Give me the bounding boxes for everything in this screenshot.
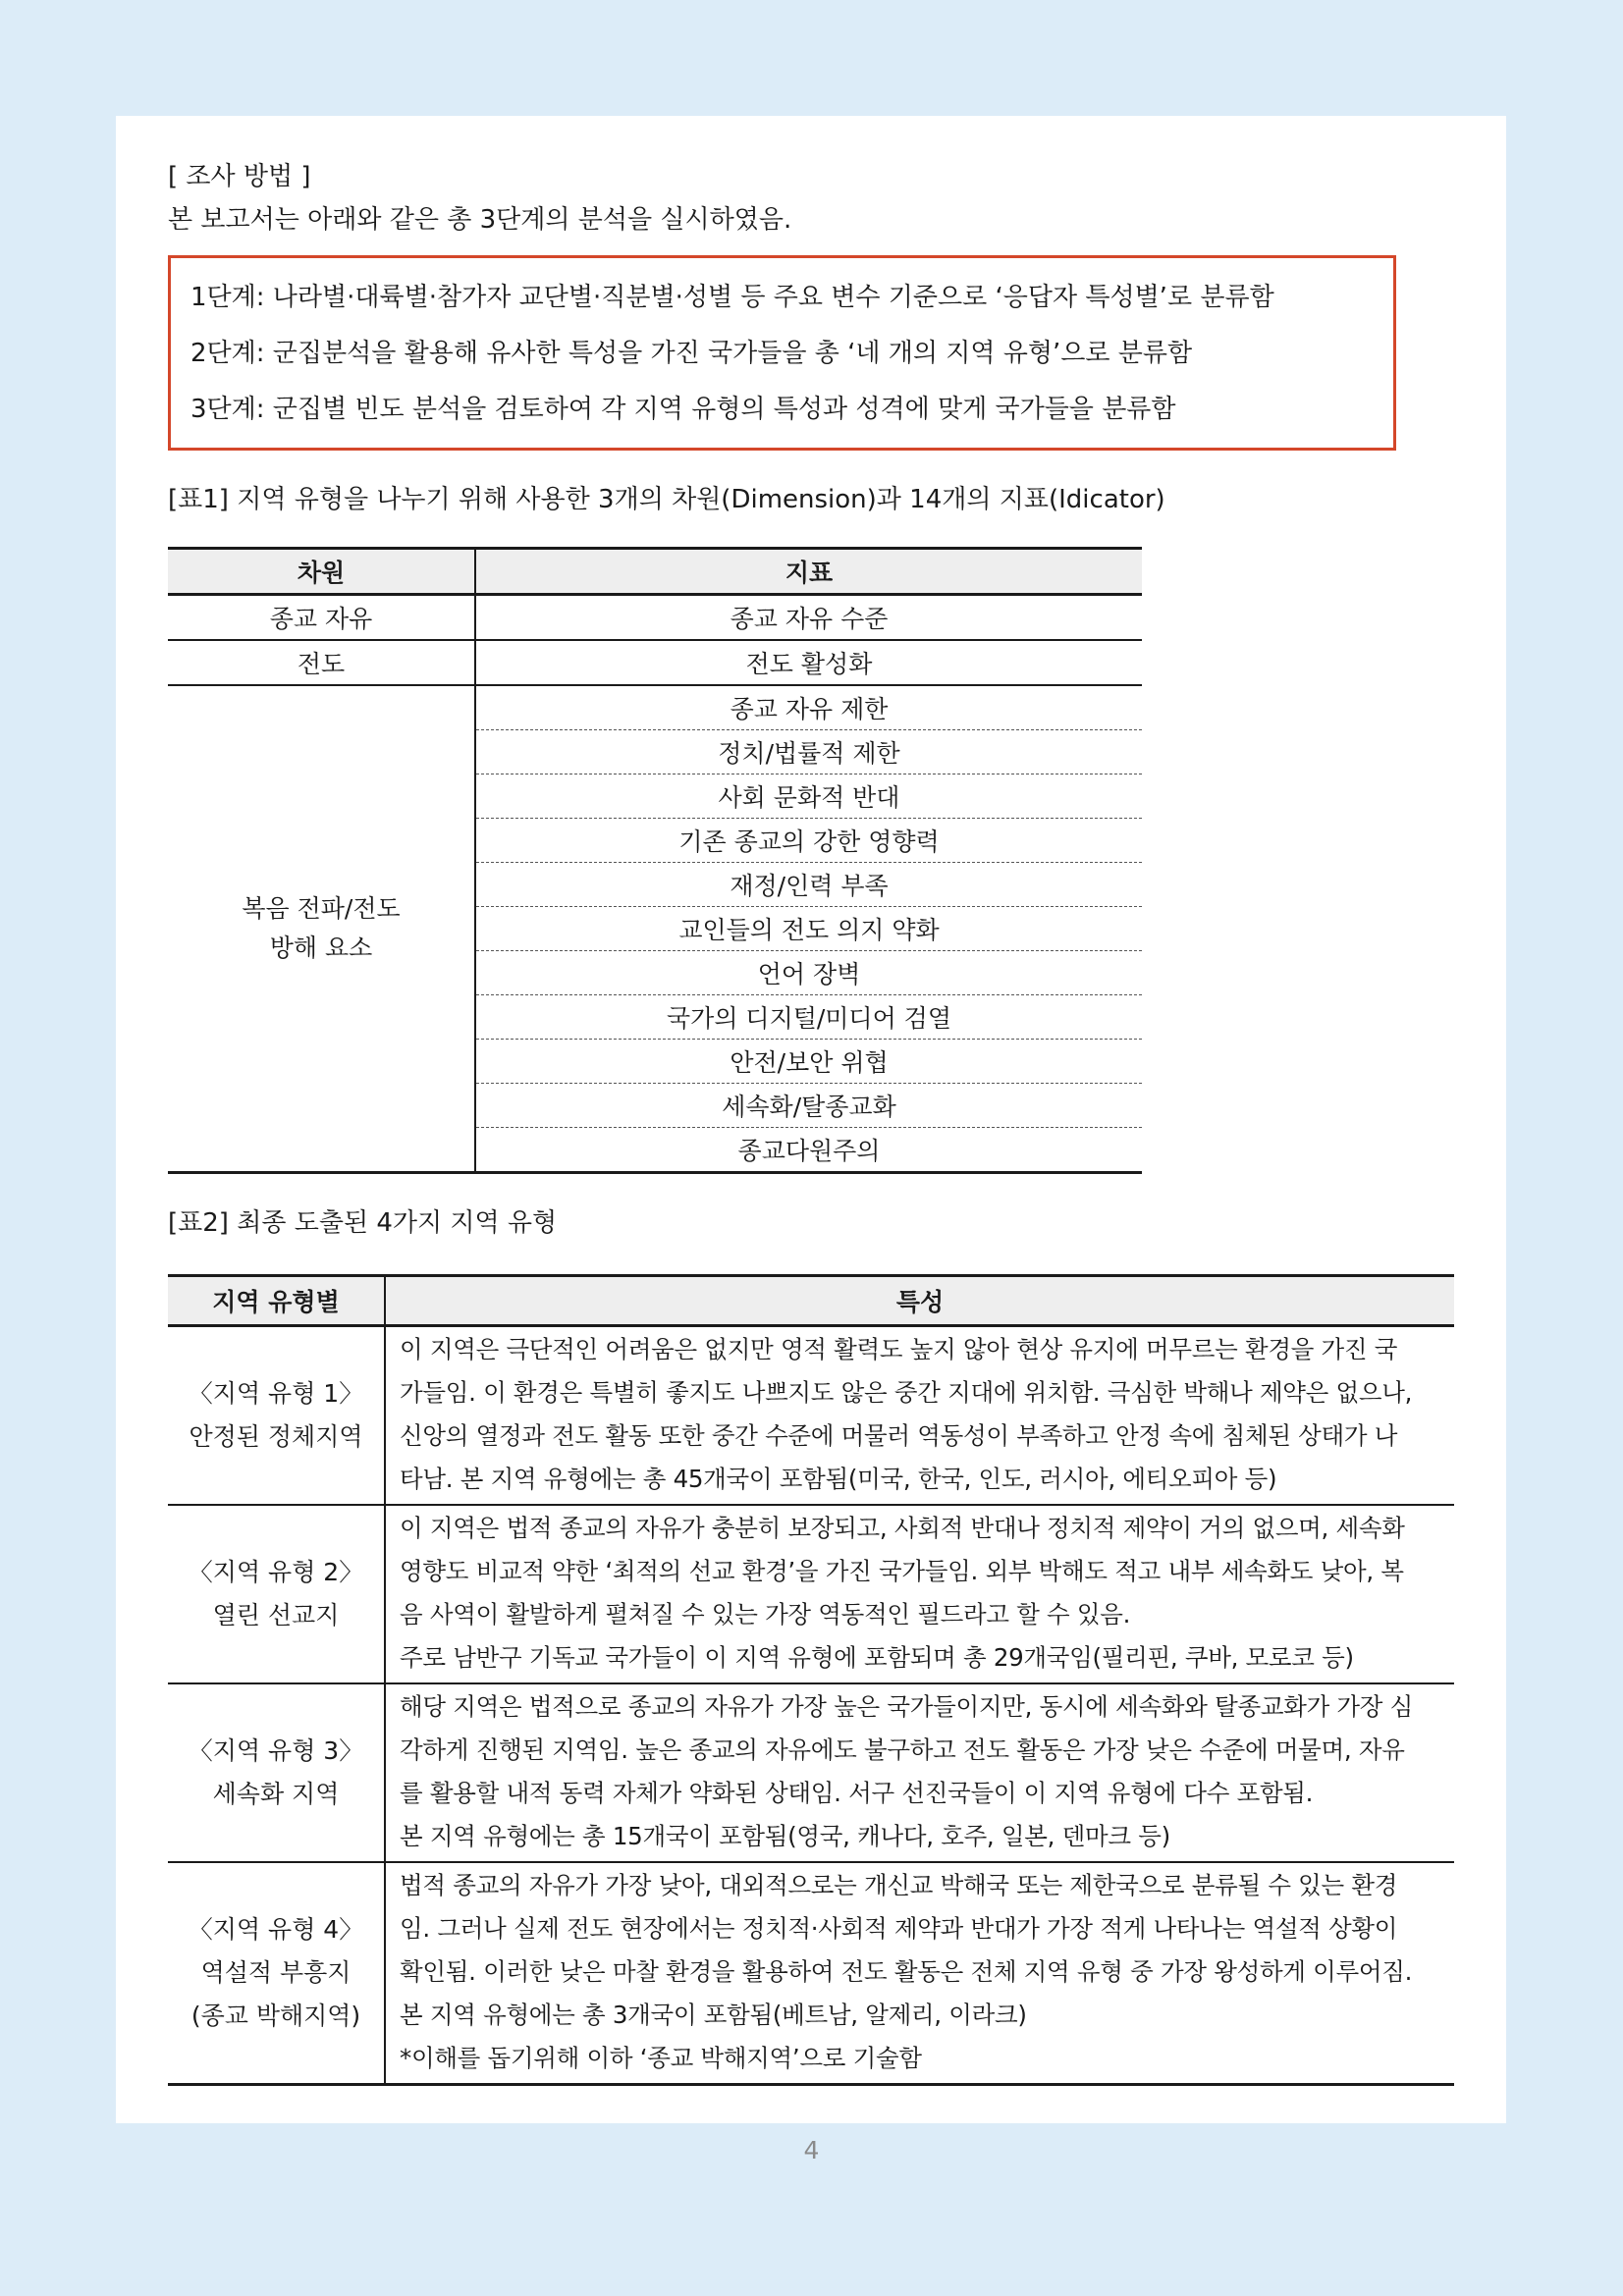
desc-line: 를 활용할 내적 동력 자체가 약화된 상태임. 서구 선진국들이 이 지역 유형에 다수 포함됨. [400,1779,1314,1807]
step-2: 2단계: 군집분석을 활용해 유사한 특성을 가진 국가들을 총 ‘네 개의 지역 유형’으로 분류함 [190,339,1193,368]
region-desc-cell [385,1862,1454,2085]
indicator-cell: 정치/법률적 제한 [475,730,1142,774]
desc-line: 영향도 비교적 약한 ‘최적의 선교 환경’을 가진 국가들임. 외부 박해도 적고 내부 세속화도 낮아, 복 [400,1557,1404,1585]
indicator-cell: 전도 활성화 [475,640,1142,685]
indicator-cell: 언어 장벽 [475,951,1142,995]
region-type-name: 열린 선교지 [212,1601,340,1629]
table-row [168,595,1142,641]
document-page [116,116,1506,2123]
desc-line: 이 지역은 법적 종교의 자유가 충분히 보장되고, 사회적 반대나 정치적 제약이 거의 없으며, 세속화 [400,1514,1405,1542]
table1-header-indicator: 지표 [475,549,1142,595]
dimension-group-line2: 방해 요소 [269,934,373,962]
method-heading: [ 조사 방법 ] [168,162,311,191]
indicator-cell: 교인들의 전도 의지 약화 [475,907,1142,951]
page-content [168,155,1454,2086]
desc-line: 해당 지역은 법적으로 종교의 자유가 가장 높은 국가들이지만, 동시에 세속화와 탈종교화가 가장 심 [400,1692,1414,1721]
region-type-label: 〈지역 유형 1〉 [188,1379,364,1408]
desc-line: 신앙의 열정과 전도 활동 또한 중간 수준에 머물러 역동성이 부족하고 안정 속에 침체된 상태가 나 [400,1421,1398,1450]
table-row [168,685,1142,730]
region-type-cell [168,1862,385,2085]
table1-caption: [표1] 지역 유형을 나누기 위해 사용한 3개의 차원(Dimension)과 14개의 지표(Idicator) [168,485,1165,514]
region-type-cell [168,1326,385,1506]
region-type-name: 안정된 정체지역 [189,1422,363,1451]
table2-header-characteristics: 특성 [385,1276,1454,1326]
desc-line: 확인됨. 이러한 낮은 마찰 환경을 활용하여 전도 활동은 전체 지역 유형 중 가장 왕성하게 이루어짐. [400,1957,1413,1986]
indicator-cell: 사회 문화적 반대 [475,774,1142,819]
table1-header-dimension: 차원 [168,549,475,595]
desc-line: 가들임. 이 환경은 특별히 좋지도 나쁘지도 않은 중간 지대에 위치함. 극심한 박해나 제약은 없으나, [400,1378,1413,1407]
table2-caption: [표2] 최종 도출된 4가지 지역 유형 [168,1208,558,1238]
desc-line: 이 지역은 극단적인 어려움은 없지만 영적 활력도 높지 않아 현상 유지에 머무르는 환경을 가진 국 [400,1335,1398,1363]
desc-line: 음 사역이 활발하게 펼쳐질 수 있는 가장 역동적인 필드라고 할 수 있음. [400,1600,1131,1629]
step-3: 3단계: 군집별 빈도 분석을 검토하여 각 지역 유형의 특성과 성격에 맞게 국가들을 분류함 [190,395,1176,424]
region-type-label: 〈지역 유형 3〉 [188,1736,364,1765]
indicator-cell: 세속화/탈종교화 [475,1084,1142,1128]
dimension-cell: 종교 자유 [168,595,475,641]
desc-line: 타남. 본 지역 유형에는 총 45개국이 포함됨(미국, 한국, 인도, 러시아, 에티오피아 등) [400,1465,1277,1493]
region-desc-cell [385,1505,1454,1683]
dimension-group-cell [168,685,475,1173]
region-type-cell [168,1505,385,1683]
region-type-cell [168,1683,385,1862]
region-type-table [168,1274,1454,2086]
indicator-cell: 국가의 디지털/미디어 검열 [475,995,1142,1040]
step-1: 1단계: 나라별·대륙별·참가자 교단별·직분별·성별 등 주요 변수 기준으로 ‘응답자 특성별’로 분류함 [190,283,1274,312]
region-type-name: 역설적 부흥지 [200,1958,352,1987]
steps-box [168,255,1396,451]
indicator-cell: 기존 종교의 강한 영향력 [475,819,1142,863]
region-type-label: 〈지역 유형 4〉 [188,1915,364,1944]
region-type-note: (종교 박해지역) [190,2002,361,2030]
desc-line: 임. 그러나 실제 전도 현장에서는 정치적·사회적 제약과 반대가 가장 적게 나타나는 역설적 상황이 [400,1914,1398,1943]
table2-header-type: 지역 유형별 [168,1276,385,1326]
table-row [168,1505,1454,1683]
desc-line: 법적 종교의 자유가 가장 낮아, 대외적으로는 개신교 박해국 또는 제한국으로 분류될 수 있는 환경 [400,1871,1398,1899]
indicator-cell: 재정/인력 부족 [475,863,1142,907]
indicator-cell: 안전/보안 위협 [475,1040,1142,1084]
indicator-cell: 종교다원주의 [737,1137,881,1165]
dimension-indicator-table [168,547,1142,1174]
indicator-cell: 종교 자유 제한 [475,685,1142,730]
table-row [168,1683,1454,1862]
region-type-label: 〈지역 유형 2〉 [188,1558,364,1586]
desc-line: 본 지역 유형에는 총 3개국이 포함됨(베트남, 알제리, 이라크) [400,2001,1027,2029]
desc-line: 각하게 진행된 지역임. 높은 종교의 자유에도 불구하고 전도 활동은 가장 낮은 수준에 머물며, 자유 [400,1735,1405,1764]
region-type-name: 세속화 지역 [212,1780,340,1808]
region-desc-cell [385,1326,1454,1506]
desc-line: 본 지역 유형에는 총 15개국이 포함됨(영국, 캐나다, 호주, 일본, 덴마크 등) [400,1822,1170,1850]
dimension-group-line1: 복음 전파/전도 [242,894,401,923]
table-row [168,1326,1454,1506]
table-row [168,1862,1454,2085]
dimension-cell: 전도 [168,640,475,685]
method-intro: 본 보고서는 아래와 같은 총 3단계의 분석을 실시하였음. [168,205,792,235]
page-number: 4 [803,2136,820,2164]
table-row [168,640,1142,685]
desc-line: *이해를 돕기위해 이하 ‘종교 박해지역’으로 기술함 [400,2044,922,2072]
desc-line: 주로 남반구 기독교 국가들이 이 지역 유형에 포함되며 총 29개국임(필리핀, 쿠바, 모로코 등) [400,1643,1354,1672]
indicator-cell: 종교 자유 수준 [475,595,1142,641]
region-desc-cell [385,1683,1454,1862]
